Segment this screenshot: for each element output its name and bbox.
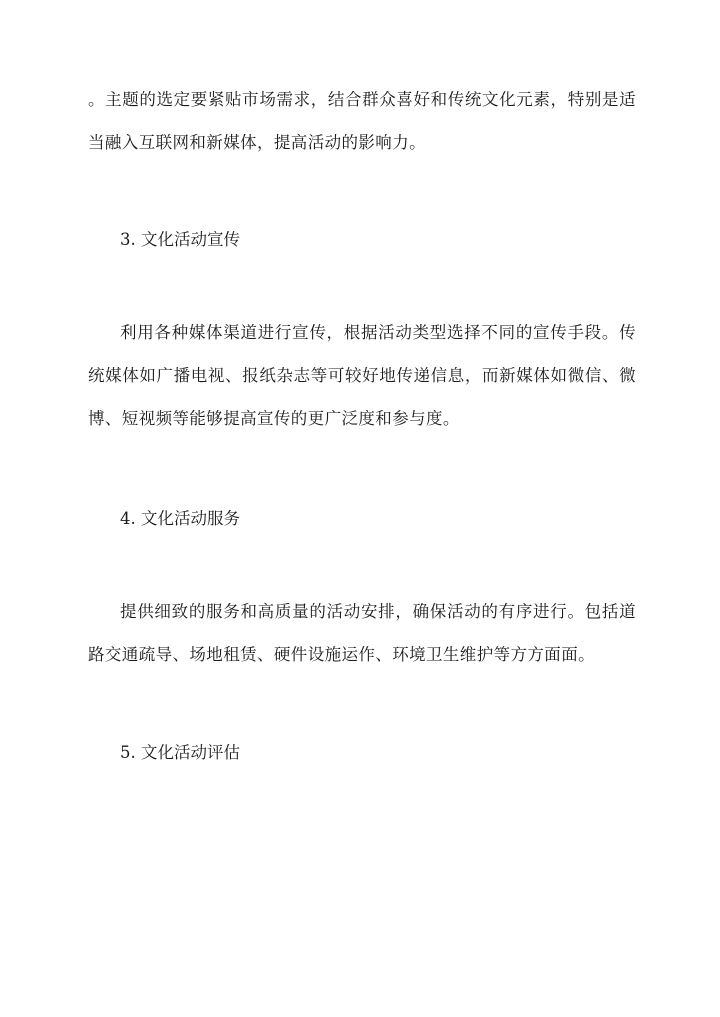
section-heading-promotion: 3. 文化活动宣传 (120, 230, 240, 249)
section-heading-service: 4. 文化活动服务 (120, 509, 240, 528)
paragraph-theme-selection: 。主题的选定要紧贴市场需求，结合群众喜好和传统文化元素，特别是适当融入互联网和新媒体，提高活动的影响力。 (88, 90, 636, 152)
section-heading-evaluation: 5. 文化活动评估 (120, 743, 240, 762)
paragraph-service: 提供细致的服务和高质量的活动安排，确保活动的有序进行。包括道路交通疏导、场地租赁、硬件设施运作、环境卫生维护等方方面面。 (88, 602, 636, 664)
paragraph-promotion: 利用各种媒体渠道进行宣传，根据活动类型选择不同的宣传手段。传统媒体如广播电视、报纸杂志等可较好地传递信息，而新媒体如微信、微博、短视频等能够提高宣传的更广泛度和参与度。 (88, 323, 636, 428)
